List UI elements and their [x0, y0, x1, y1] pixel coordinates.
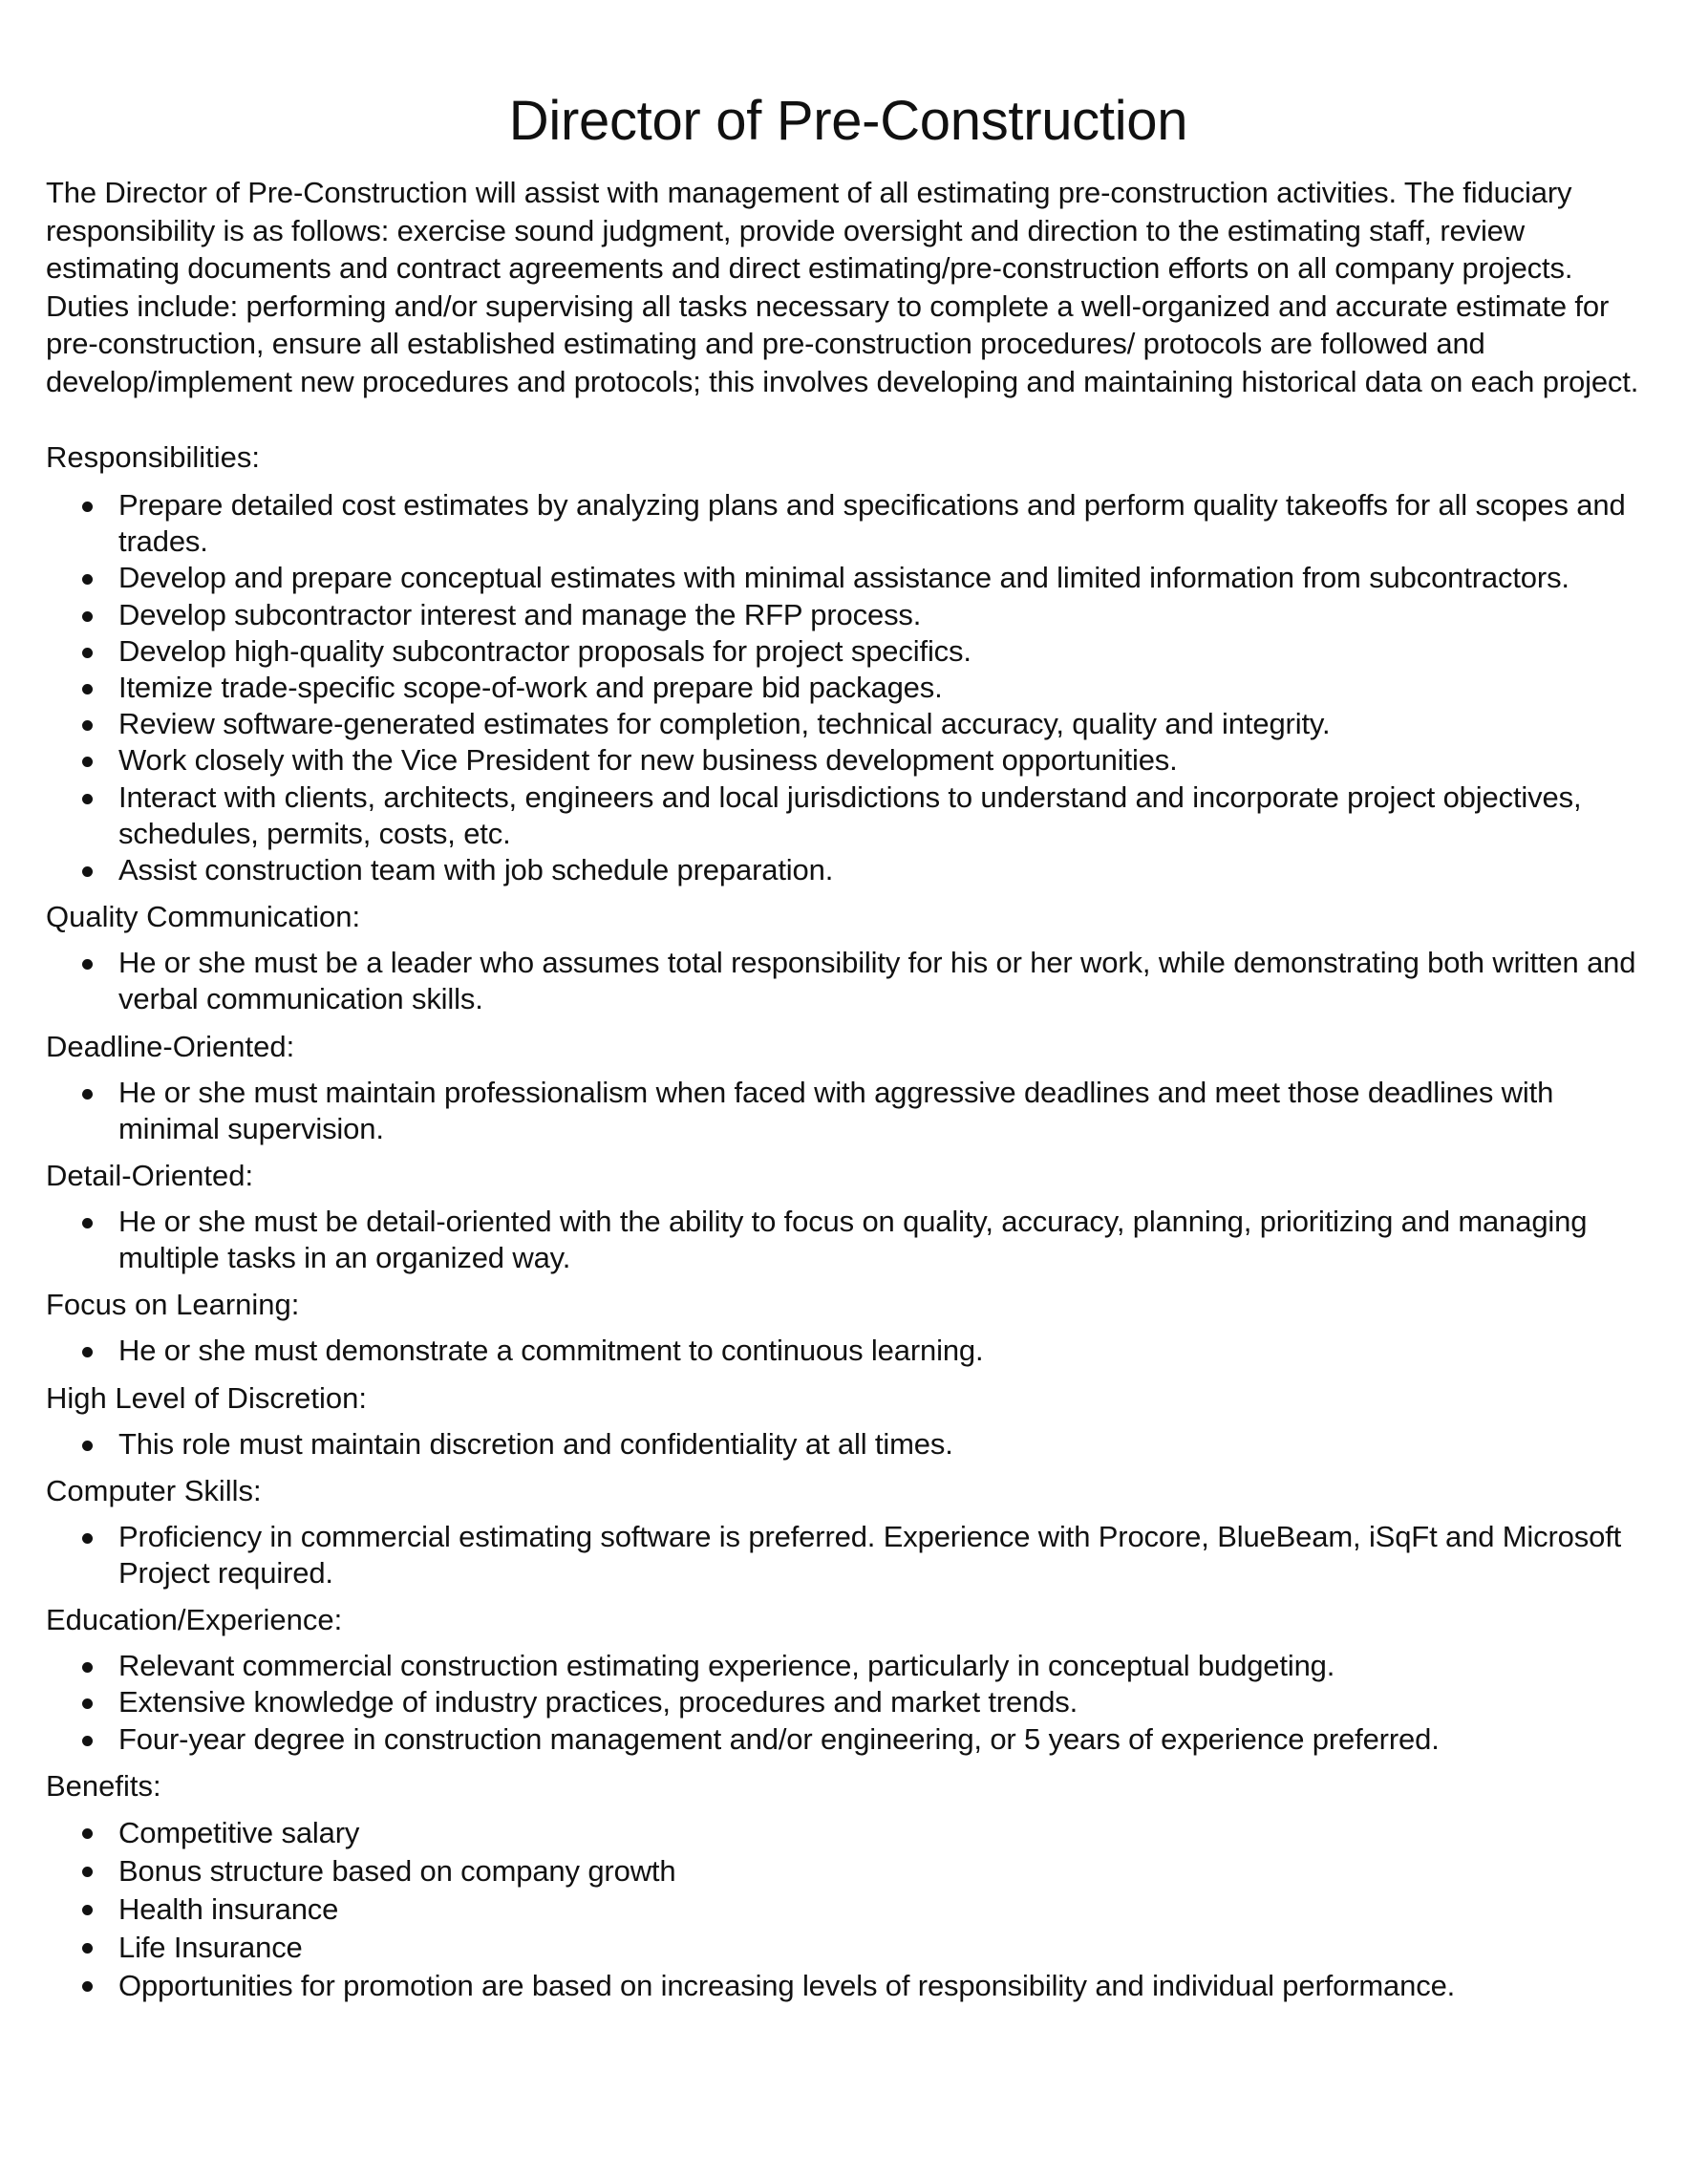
list-item: This role must maintain discretion and confidentiality at all times.	[46, 1426, 1651, 1463]
list-item: Health insurance	[46, 1890, 1651, 1929]
list-item: Prepare detailed cost estimates by analyzing plans and specifications and perform quality takeoffs for all scopes and trades.	[46, 487, 1651, 560]
list-item: Competitive salary	[46, 1814, 1651, 1852]
intro-paragraph: The Director of Pre-Construction will assist with management of all estimating pre-construction activities. The fiduciary responsibility is as follows: exercise sound judgment, provide oversight and direction to the estimating staff, review estimating documents and contract agreements and direct estimating/pre-construction efforts on all company projects. Duties include: performing and/or supervising all tasks necessary to complete a well-organized and accurate estimate for pre-construction, ensure all established estimating and pre-construction procedures/ protocols are followed and develop/implement new procedures and protocols; this involves developing and maintaining historical data on each project.	[46, 176, 1639, 398]
list-item: He or she must demonstrate a commitment to continuous learning.	[46, 1333, 1651, 1369]
list-item: He or she must be detail-oriented with the ability to focus on quality, accuracy, planning, prioritizing and managing multiple tasks in an organized way.	[46, 1204, 1651, 1276]
bullet-list	[46, 945, 1651, 1017]
section-detail-oriented	[46, 1157, 1651, 1276]
section-heading: Detail-Oriented:	[46, 1159, 254, 1193]
section-education-experience	[46, 1601, 1651, 1758]
list-item: Extensive knowledge of industry practices, procedures and market trends.	[46, 1684, 1651, 1720]
section-heading: Benefits:	[46, 1768, 161, 1803]
document-title: Director of Pre-Construction	[508, 90, 1188, 152]
bullet-list	[46, 1075, 1651, 1147]
list-item: Assist construction team with job schedule preparation.	[46, 852, 1651, 888]
list-item: Four-year degree in construction management and/or engineering, or 5 years of experience preferred.	[46, 1721, 1651, 1758]
list-item: Develop high-quality subcontractor proposals for project specifics.	[46, 633, 1651, 670]
bullet-list	[46, 1519, 1651, 1591]
section-computer-skills	[46, 1472, 1651, 1591]
list-item: Review software-generated estimates for completion, technical accuracy, quality and integrity.	[46, 706, 1651, 742]
section-focus-on-learning	[46, 1286, 1651, 1369]
list-item: Bonus structure based on company growth	[46, 1852, 1651, 1890]
list-item: Develop subcontractor interest and manage the RFP process.	[46, 597, 1651, 633]
list-item: Relevant commercial construction estimating experience, particularly in conceptual budgeting.	[46, 1648, 1651, 1684]
list-item: Work closely with the Vice President for new business development opportunities.	[46, 742, 1651, 779]
section-high-level-of-discretion	[46, 1379, 1651, 1463]
bullet-list	[46, 1204, 1651, 1276]
section-heading: Responsibilities:	[46, 440, 260, 474]
list-item: Itemize trade-specific scope-of-work and prepare bid packages.	[46, 670, 1651, 706]
list-item: Interact with clients, architects, engineers and local jurisdictions to understand and incorporate project objectives, schedules, permits, costs, etc.	[46, 780, 1651, 852]
section-heading: High Level of Discretion:	[46, 1380, 367, 1415]
section-heading: Quality Communication:	[46, 900, 361, 934]
section-heading: Focus on Learning:	[46, 1288, 300, 1322]
list-item: Develop and prepare conceptual estimates with minimal assistance and limited information from subcontractors.	[46, 560, 1651, 596]
section-heading: Education/Experience:	[46, 1603, 343, 1637]
list-item: He or she must be a leader who assumes total responsibility for his or her work, while demonstrating both written and verbal communication skills.	[46, 945, 1651, 1017]
section-responsibilities	[46, 438, 1651, 888]
list-item: Life Insurance	[46, 1929, 1651, 1967]
bullet-list	[46, 1814, 1651, 2005]
bullet-list	[46, 1426, 1651, 1463]
section-heading: Computer Skills:	[46, 1473, 262, 1507]
section-benefits	[46, 1767, 1651, 2005]
section-quality-communication	[46, 898, 1651, 1017]
section-deadline-oriented	[46, 1028, 1651, 1147]
bullet-list	[46, 487, 1651, 888]
section-heading: Deadline-Oriented:	[46, 1029, 295, 1063]
bullet-list	[46, 1648, 1651, 1758]
bullet-list	[46, 1333, 1651, 1369]
list-item: He or she must maintain professionalism when faced with aggressive deadlines and meet those deadlines with minimal supervision.	[46, 1075, 1651, 1147]
list-item: Opportunities for promotion are based on increasing levels of responsibility and individual performance.	[46, 1967, 1651, 2005]
list-item: Proficiency in commercial estimating software is preferred. Experience with Procore, BlueBeam, iSqFt and Microsoft Project required.	[46, 1519, 1651, 1591]
